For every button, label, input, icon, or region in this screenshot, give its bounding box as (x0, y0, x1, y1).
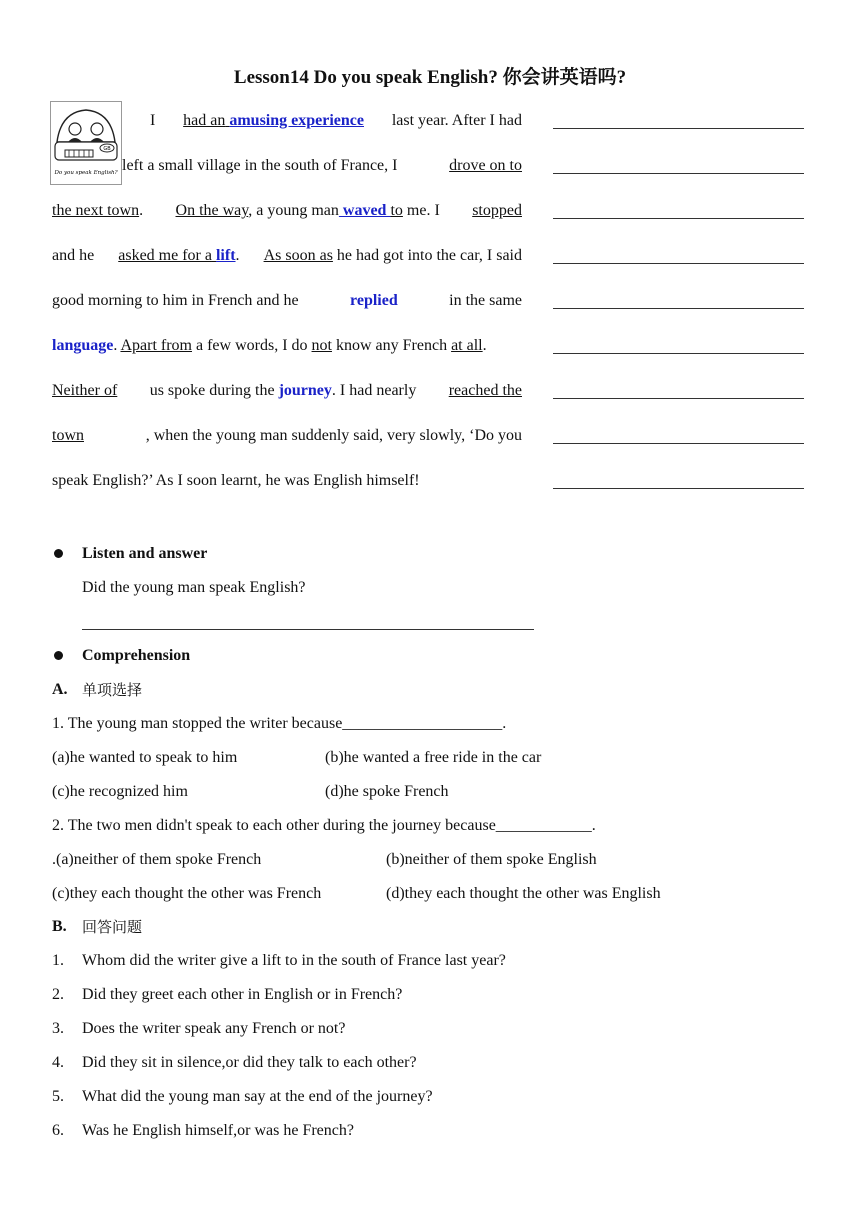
answer-blank-2[interactable] (553, 173, 804, 174)
b-question-1: Whom did the writer give a lift to in the south of France last year? (82, 952, 506, 969)
q1-option-b[interactable]: (b)he wanted a free ride in the car (325, 749, 542, 766)
b-question-3: Does the writer speak any French or not? (82, 1020, 346, 1037)
mc-question-2: 2. The two men didn't speak to each other during the journey because____________. (52, 817, 596, 834)
b-question-2-number: 2. (52, 986, 64, 1003)
listen-question: Did the young man speak English? (82, 579, 306, 596)
passage-line-1: I had an amusing experience last year. After I had (150, 112, 522, 129)
answer-blank-4[interactable] (553, 263, 804, 264)
section-b-title: 回答问题 (82, 918, 143, 936)
q1-option-c[interactable]: (c)he recognized him (52, 783, 188, 800)
b-question-5: What did the young man say at the end of the journey? (82, 1088, 433, 1105)
answer-blank-5[interactable] (553, 308, 804, 309)
b-question-6-number: 6. (52, 1122, 64, 1139)
passage-line-8: town , when the young man suddenly said, very slowly, ‘Do you (52, 427, 522, 444)
mc-question-1: 1. The young man stopped the writer because____________________. (52, 715, 507, 732)
b-question-4: Did they sit in silence,or did they talk to each other? (82, 1054, 417, 1071)
answer-blank-9[interactable] (553, 488, 804, 489)
passage-line-9: speak English?’ As I soon learnt, he was English himself! (52, 472, 420, 489)
q1-option-a[interactable]: (a)he wanted to speak to him (52, 749, 238, 766)
answer-blank-8[interactable] (553, 443, 804, 444)
answer-blank-1[interactable] (553, 128, 804, 129)
b-question-5-number: 5. (52, 1088, 64, 1105)
b-question-3-number: 3. (52, 1020, 64, 1037)
answer-blank-3[interactable] (553, 218, 804, 219)
bullet-icon (54, 651, 63, 660)
q1-option-d[interactable]: (d)he spoke French (325, 783, 449, 800)
car-cartoon-icon (51, 102, 121, 184)
cartoon-illustration (50, 101, 122, 185)
answer-blank-6[interactable] (553, 353, 804, 354)
b-question-1-number: 1. (52, 952, 64, 969)
q2-option-c[interactable]: (c)they each thought the other was French (52, 885, 322, 902)
section-b-label: B. (52, 918, 67, 935)
cartoon-caption: Do you speak English? (54, 170, 118, 176)
passage-line-2: left a small village in the south of France, I drove on to (122, 157, 522, 174)
q2-option-d[interactable]: (d)they each thought the other was English (386, 885, 661, 902)
passage-line-3: the next town. On the way, a young man waved to me. I stopped (52, 202, 522, 219)
q2-option-a[interactable]: .(a)neither of them spoke French (52, 851, 262, 868)
passage-line-7: Neither of us spoke during the journey. I had nearly reached the (52, 382, 522, 399)
listen-heading: Listen and answer (82, 545, 208, 562)
answer-blank-7[interactable] (553, 398, 804, 399)
listen-answer-line[interactable] (82, 629, 534, 630)
comprehension-heading: Comprehension (82, 647, 191, 664)
q2-option-b[interactable]: (b)neither of them spoke English (386, 851, 597, 868)
section-a-title: 单项选择 (82, 681, 143, 699)
passage-line-6: language. Apart from a few words, I do not know any French at all. (52, 337, 487, 354)
bullet-icon (54, 549, 63, 558)
plate-label: GB (103, 146, 111, 152)
section-a-label: A. (52, 681, 68, 698)
page-title: Lesson14 Do you speak English? 你会讲英语吗? (233, 67, 627, 88)
passage-line-5: good morning to him in French and he replied in the same (52, 292, 522, 309)
b-question-6: Was he English himself,or was he French? (82, 1122, 354, 1139)
b-question-4-number: 4. (52, 1054, 64, 1071)
passage-line-4: and he asked me for a lift. As soon as he had got into the car, I said (52, 247, 522, 264)
b-question-2: Did they greet each other in English or in French? (82, 986, 403, 1003)
